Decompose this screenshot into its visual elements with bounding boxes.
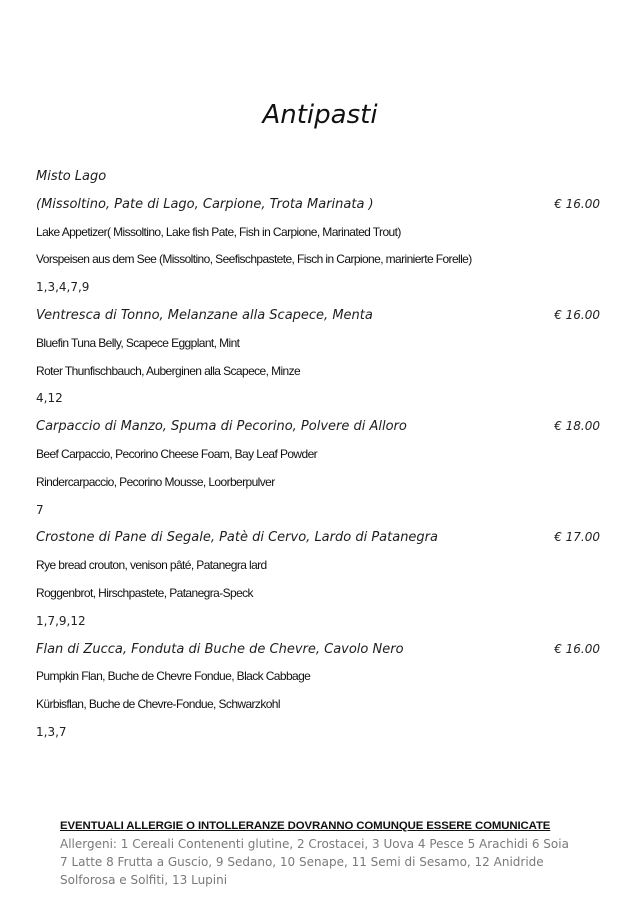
dish-name-row: [36, 413, 602, 441]
dish-subtitle-text: (Missoltino, Pate di Lago, Carpione, Trota Marinata ): [36, 196, 374, 212]
dish-german: Kürbisflan, Buche de Chevre-Fondue, Schwarzkohl: [36, 697, 280, 712]
dish-english: Pumpkin Flan, Buche de Chevre Fondue, Black Cabbage: [36, 669, 311, 684]
dish-name: Crostone di Pane di Segale, Patè di Cervo, Lardo di Patanegra: [36, 530, 438, 546]
dish-german: Vorspeisen aus dem See (Missoltino, Seefischpastete, Fisch in Carpione, marinierte Forelle): [36, 252, 472, 267]
dish-price: € 16.00: [554, 641, 600, 656]
dish-name: Misto Lago: [36, 169, 107, 184]
dish-english: Bluefin Tuna Belly, Scapece Eggplant, Mint: [36, 335, 240, 350]
dish-price: € 16.00: [554, 307, 600, 322]
menu-list: [36, 163, 602, 747]
dish-name: Carpaccio di Manzo, Spuma di Pecorino, Polvere di Alloro: [36, 419, 407, 435]
dish-allergens: 4,12: [36, 391, 63, 406]
dish-price: € 18.00: [554, 419, 600, 434]
dish-english: Lake Appetizer( Missoltino, Lake fish Pate, Fish in Carpione, Marinated Trout): [36, 224, 401, 239]
dish-name: Flan di Zucca, Fonduta di Buche de Chevre, Cavolo Nero: [36, 641, 404, 657]
dish-price: € 16.00: [554, 196, 600, 211]
dish-name-row: [36, 636, 602, 664]
allergy-footer: [60, 820, 580, 889]
dish-german: Roggenbrot, Hirschpastete, Patanegra-Speck: [36, 585, 253, 600]
dish-name-row: [36, 302, 602, 330]
page-title: Antipasti: [262, 100, 378, 130]
allergy-notice: EVENTUALI ALLERGIE O INTOLLERANZE DOVRANNO COMUNQUE ESSERE COMUNICATE: [60, 820, 551, 832]
dish-allergens: 1,3,4,7,9: [36, 280, 90, 295]
dish-name: Ventresca di Tonno, Melanzane alla Scapece, Menta: [36, 307, 373, 323]
dish-german: Roter Thunfischbauch, Auberginen alla Scapece, Minze: [36, 363, 301, 378]
dish-price: € 17.00: [554, 530, 600, 545]
dish-allergens: 7: [36, 502, 44, 517]
allergen-legend: Allergeni: 1 Cereali Contenenti glutine, 2 Crostacei, 3 Uova 4 Pesce 5 Arachidi 6 Soia 7 Latte 8 Frutta a Guscio, 9 Sedano, 10 Senape, 11 Semi di Sesamo, 12 Anidride Solforosa e Solfiti, 13 Lupini: [60, 837, 569, 887]
dish-english: Rye bread crouton, venison pâté, Patanegra lard: [36, 558, 267, 573]
dish-english: Beef Carpaccio, Pecorino Cheese Foam, Bay Leaf Powder: [36, 446, 318, 461]
dish-subtitle: [36, 191, 602, 219]
dish-allergens: 1,7,9,12: [36, 613, 86, 628]
dish-name-row: [36, 524, 602, 552]
dish-allergens: 1,3,7: [36, 724, 67, 739]
dish-german: Rindercarpaccio, Pecorino Mousse, Loorberpulver: [36, 474, 275, 489]
